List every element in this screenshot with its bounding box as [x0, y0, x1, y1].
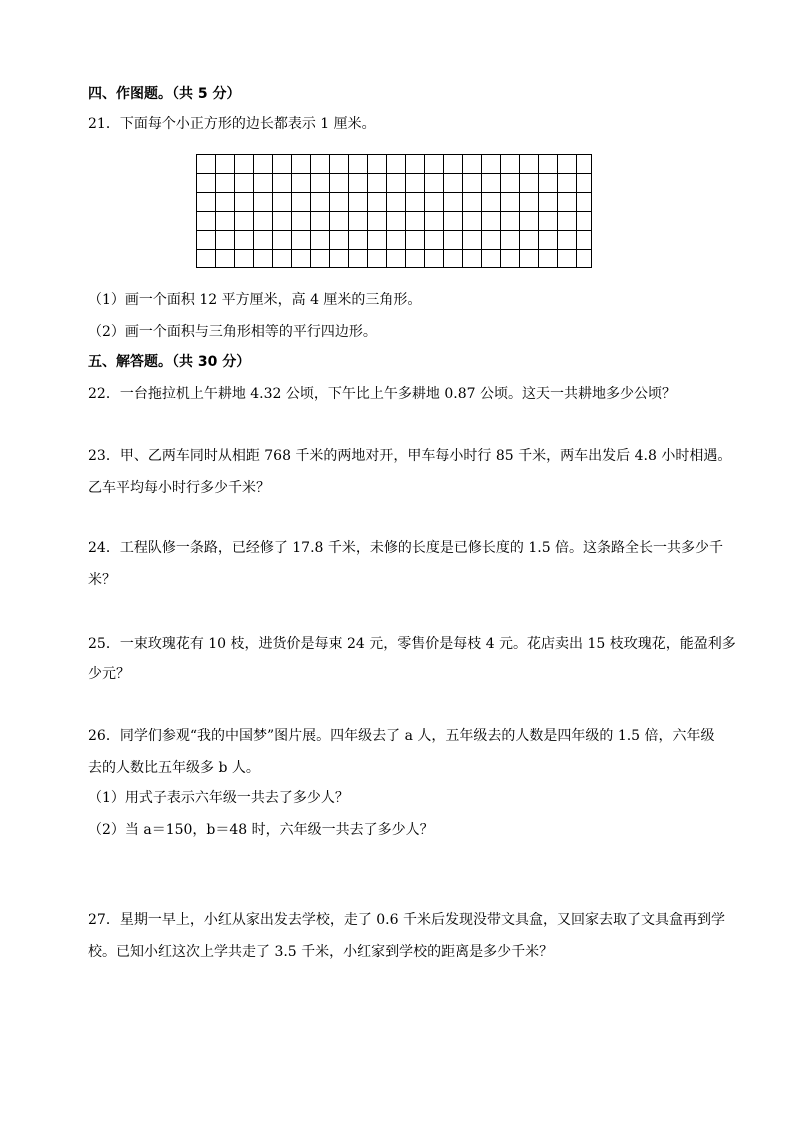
- question-21-stem: 21．下面每个小正方形的边长都表示 1 厘米。: [88, 116, 376, 132]
- section-heading-answers: 五、解答题。（共 30 分）: [88, 354, 251, 370]
- question-24-line-1: 24．工程队修一条路，已经修了 17.8 千米，未修的长度是已修长度的 1.5 倍。这条路全长一共多少千: [88, 540, 724, 556]
- question-26-line-2: 去的人数比五年级多 b 人。: [88, 760, 260, 776]
- question-21-part-1: （1）画一个面积 12 平方厘米，高 4 厘米的三角形。: [88, 292, 422, 308]
- section-heading-drawing: 四、作图题。（共 5 分）: [88, 86, 241, 102]
- square-grid[interactable]: [196, 154, 592, 268]
- question-23-line-2: 乙车平均每小时行多少千米？: [88, 480, 270, 496]
- question-24-line-2: 米？: [88, 572, 116, 588]
- question-26-line-1: 26．同学们参观“我的中国梦”图片展。四年级去了 a 人，五年级去的人数是四年级的 1.5 倍，六年级: [88, 728, 715, 744]
- question-22: 22．一台拖拉机上午耕地 4.32 公顷，下午比上午多耕地 0.87 公顷。这天一共耕地多少公顷？: [88, 386, 676, 402]
- question-25-line-2: 少元？: [88, 666, 130, 682]
- question-27-line-2: 校。已知小红这次上学共走了 3.5 千米，小红家到学校的距离是多少千米？: [88, 944, 554, 960]
- question-25-line-1: 25．一束玫瑰花有 10 枝，进货价是每束 24 元，零售价是每枝 4 元。花店卖出 15 枝玫瑰花，能盈利多: [88, 636, 736, 652]
- question-21-part-2: （2）画一个面积与三角形相等的平行四边形。: [88, 324, 377, 340]
- question-26-part-2: （2）当 a＝150，b＝48 时，六年级一共去了多少人？: [88, 822, 434, 838]
- question-23-line-1: 23．甲、乙两车同时从相距 768 千米的两地对开，甲车每小时行 85 千米，两车出发后 4.8 小时相遇。: [88, 448, 732, 464]
- question-27-line-1: 27．星期一早上，小红从家出发去学校，走了 0.6 千米后发现没带文具盒，又回家去取了文具盒再到学: [88, 912, 725, 928]
- question-26-part-1: （1）用式子表示六年级一共去了多少人？: [88, 790, 349, 806]
